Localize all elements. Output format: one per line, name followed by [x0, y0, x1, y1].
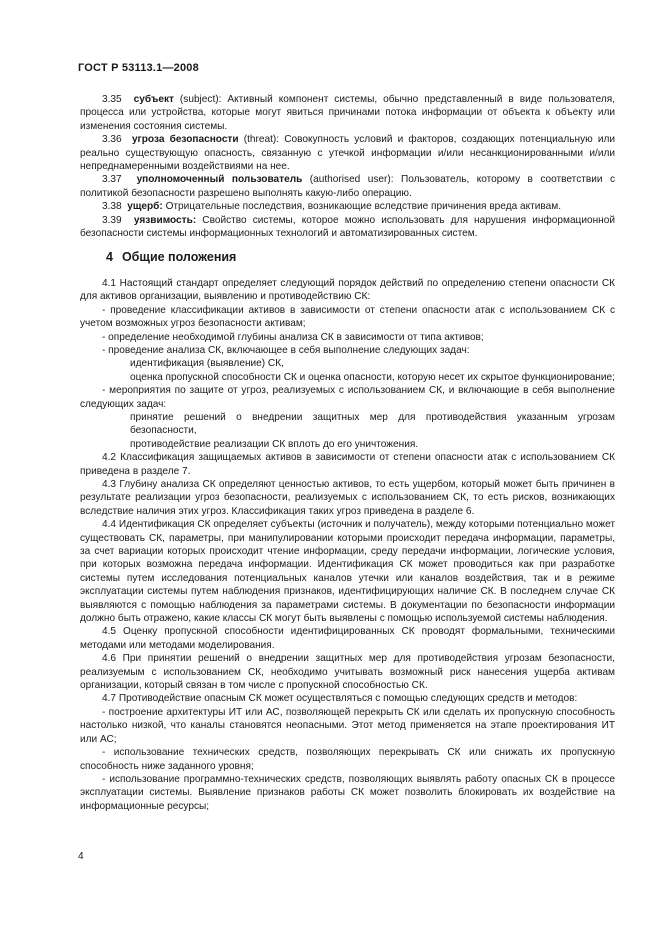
definition-number: 3.39 [102, 214, 122, 226]
definition-3-35 [80, 93, 615, 133]
definition-text: Свойство системы, которое можно использовать для нарушения информационной безопасности системы информационных технологий и автоматизированных систем. [80, 214, 615, 240]
definition-term: ущерб: [127, 201, 163, 213]
paragraph-4-4: 4.4 Идентификация СК определяет субъекты (источник и получатель), между которыми потенциально может существовать СК, параметры, при манипулировании которыми происходит передача информации, параметры, за счет вариации которых происходит чтение информации, среду передачи информации, логические условия, при которых возможна передача информации. Идентификация СК может проводиться как при разработке системы путем исследования потенциальных каналов утечки или каналов воздействия, так и в режиме эксплуатации системы путем наблюдения признаков, идентифицирующих наличие СК. В последнем случае СК выявляются с помощью наблюдения за параметрами системы. В документации по безопасности информации должно быть отражено, какие классы СК могут быть выявлены с помощью используемой системы наблюдения. [80, 519, 615, 625]
document-body [80, 93, 615, 813]
paragraph-4-7: 4.7 Противодействие опасным СК может осуществляться с помощью следующих средств и методов: [102, 693, 578, 705]
paragraph-4-1: 4.1 Настоящий стандарт определяет следующий порядок действий по определению степени опасности СК для активов организации, выявлению и противодействию СК: [80, 277, 615, 303]
definition-text: Отрицательные последствия, возникающие вследствие причинения вреда активам. [162, 201, 562, 213]
definition-number: 3.37 [102, 174, 122, 186]
definition-term: угроза безопасности [131, 134, 239, 146]
definition-term: уполномоченный пользователь [136, 174, 303, 186]
document-header: ГОСТ Р 53113.1—2008 [78, 62, 199, 74]
paragraph-4-3: 4.3 Глубину анализа СК определяют ценностью активов, то есть ущербом, который может быть причинен в результате реализации угроз безопасности, реализуемых с использованием СК, то есть рисков, возникающих вследствие наличия этих угроз. Классификация таких угроз приведена в разделе 6. [80, 478, 615, 517]
definition-number: 3.38 [102, 201, 122, 213]
page-number: 4 [78, 851, 84, 862]
section-number: 4 [106, 250, 113, 265]
list-item: - построение архитектуры ИТ или АС, позволяющей перекрыть СК или сделать их пропускную способность настолько низкой, что каналы становятся неопасными. Этот метод применяется на этапе проектирования ИТ или АС; [80, 706, 615, 745]
list-item: - мероприятия по защите от угроз, реализуемых с использованием СК, и включающие в себя выполнение следующих задач: [80, 385, 615, 410]
section-heading [80, 251, 615, 264]
definition-text: (threat): Совокупность условий и факторов, создающих потенциальную или реально существующую опасность, связанную с утечкой информации и/или несанкционированными и/или непреднамеренными воздействиями на нее. [80, 134, 616, 173]
sub-list-item: оценка пропускной способности СК и оценка опасности, которую несет их скрытое функционирование; [130, 371, 615, 383]
definition-3-39 [80, 214, 615, 241]
list-item: - проведение анализа СК, включающее в себя выполнение следующих задач: [102, 344, 470, 356]
definition-3-38 [80, 200, 615, 213]
definition-text: (authorised user): Пользователь, которому в соответствии с политикой безопасности разрешено выполнять какую-либо операцию. [80, 174, 615, 199]
sub-list-item: идентификация (выявление) СК, [130, 358, 284, 370]
sub-list-item: принятие решений о внедрении защитных мер для противодействия указанным угрозам безопасности, [130, 411, 615, 437]
list-item: - использование программно-технических средств, позволяющих выявлять работу опасных СК в процессе эксплуатации системы. Выявление признаков работы СК может позволить блокировать их воздействие на информационные ресурсы; [80, 773, 615, 812]
list-item: - использование технических средств, позволяющих перекрывать СК или снижать их пропускную способность ниже заданного уровня; [80, 747, 615, 772]
definition-text: (subject): Активный компонент системы, обычно представленный в виде пользователя, процесса или устройства, которые могут явиться причинами потока информации от объекта к объекту или изменения состояния системы. [80, 94, 615, 132]
definition-term: уязвимость: [133, 214, 197, 226]
definition-term: субъект [133, 94, 174, 105]
sub-list-item: противодействие реализации СК вплоть до его уничтожения. [130, 438, 419, 450]
definition-3-36 [80, 133, 615, 173]
list-item: - определение необходимой глубины анализа СК в зависимости от типа активов; [102, 331, 484, 343]
definition-number: 3.35 [102, 94, 122, 105]
paragraph-4-2: 4.2 Классификация защищаемых активов в зависимости от степени опасности атак с использованием СК приведена в разделе 7. [80, 452, 615, 477]
definition-3-37 [80, 173, 615, 200]
paragraph-4-5: 4.5 Оценку пропускной способности идентифицированных СК проводят формальными, техническими методами или методами моделирования. [80, 626, 615, 651]
section-title: Общие положения [121, 250, 237, 265]
paragraph-4-6: 4.6 При принятии решений о внедрении защитных мер для противодействия угрозам безопасности, реализуемым с использованием СК, необходимо учитывать возможный риск нанесения ущерба активам организации, который связан в том числе с пропускной способностью СК. [80, 653, 615, 692]
list-item: - проведение классификации активов в зависимости от степени опасности атак с использованием СК с учетом возможных угроз безопасности активам; [80, 304, 615, 330]
definition-number: 3.36 [102, 134, 122, 146]
